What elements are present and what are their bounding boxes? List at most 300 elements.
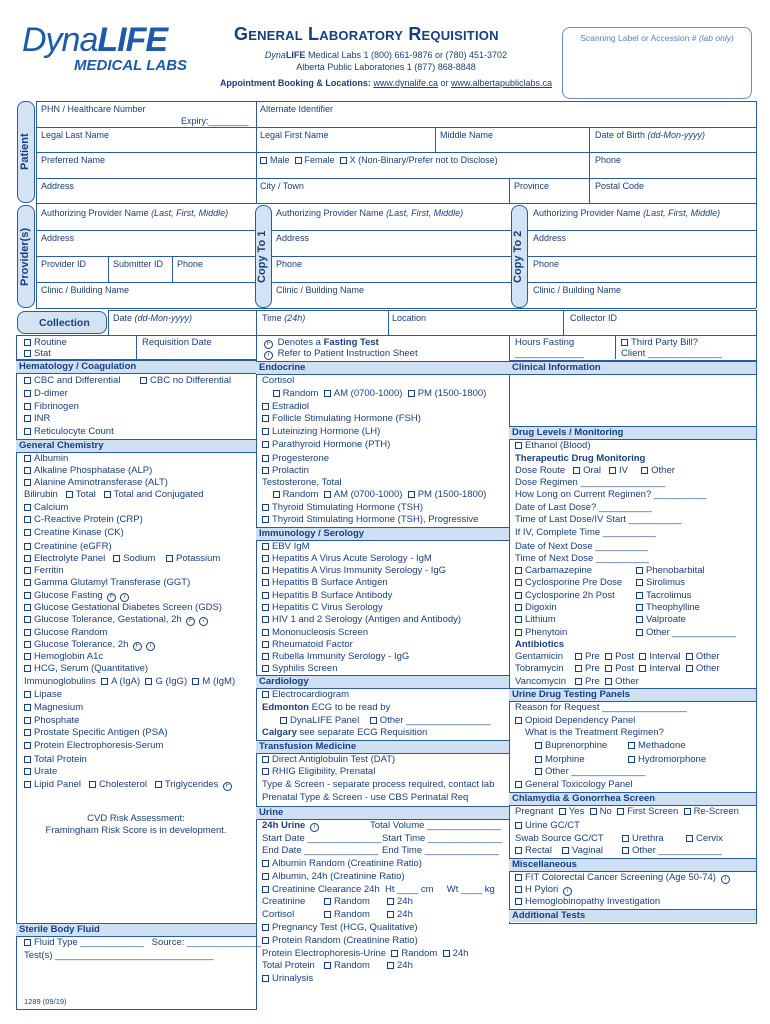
copy1-provider-label[interactable]	[276, 207, 463, 219]
checkbox[interactable]	[24, 504, 31, 511]
checkbox[interactable]	[262, 691, 269, 698]
checkbox[interactable]	[324, 911, 331, 918]
checkbox[interactable]	[262, 467, 269, 474]
checkbox[interactable]	[515, 717, 522, 724]
label: 24h	[397, 960, 413, 971]
x-checkbox[interactable]	[340, 157, 347, 164]
end-date[interactable]: End Date ______________	[262, 845, 379, 856]
checkbox[interactable]	[262, 592, 269, 599]
utp-random[interactable]	[324, 960, 370, 972]
next-dose-date[interactable]: Date of Next Dose __________	[515, 541, 649, 552]
protein-random[interactable]	[262, 935, 418, 947]
checkbox[interactable]	[636, 616, 643, 623]
lithium[interactable]	[515, 614, 556, 626]
bili-conj-checkbox[interactable]	[104, 491, 111, 498]
lh[interactable]	[262, 426, 380, 438]
rhig[interactable]	[262, 766, 375, 778]
total-protein[interactable]	[24, 754, 87, 766]
cbc-diff[interactable]	[24, 375, 120, 387]
checkbox[interactable]	[324, 898, 331, 905]
next-dose-time[interactable]: Time of Next Dose __________	[515, 553, 649, 564]
checkbox[interactable]	[515, 592, 522, 599]
gds[interactable]	[24, 602, 222, 614]
checkbox[interactable]	[387, 911, 394, 918]
provider-clinic-label[interactable]: Clinic / Building Name	[41, 285, 130, 295]
urate[interactable]	[24, 766, 57, 778]
fibrinogen[interactable]	[24, 401, 79, 413]
collection-time-label[interactable]	[262, 312, 305, 324]
copy1-clinic-label[interactable]: Clinic / Building Name	[276, 285, 365, 295]
uds-other[interactable]	[535, 766, 645, 778]
label: Hours Fasting	[515, 337, 575, 348]
checkbox[interactable]	[628, 756, 635, 763]
routine-checkbox[interactable]	[24, 339, 31, 346]
checkbox[interactable]	[515, 579, 522, 586]
gent-post-checkbox[interactable]	[605, 653, 612, 660]
checkbox[interactable]	[140, 377, 147, 384]
cbc-no-diff[interactable]	[140, 375, 231, 387]
ddimer[interactable]	[24, 388, 68, 400]
checkbox[interactable]	[262, 555, 269, 562]
tobra-pre-checkbox[interactable]	[575, 665, 582, 672]
checkbox[interactable]	[262, 886, 269, 893]
urethra[interactable]	[622, 833, 664, 845]
utp-24h[interactable]	[387, 960, 413, 972]
alp[interactable]	[24, 465, 152, 477]
checkbox[interactable]	[24, 415, 31, 422]
checkbox[interactable]	[262, 428, 269, 435]
trig-checkbox[interactable]	[155, 781, 162, 788]
drug-other[interactable]	[636, 627, 736, 639]
checkbox[interactable]	[24, 665, 31, 672]
checkbox[interactable]	[262, 873, 269, 880]
h-pylori[interactable]	[515, 884, 574, 896]
checkbox[interactable]	[24, 717, 31, 724]
sirolimus[interactable]	[636, 577, 685, 589]
stat-checkbox[interactable]	[24, 350, 31, 357]
checkbox[interactable]	[262, 629, 269, 636]
cervix[interactable]	[686, 833, 723, 845]
calcium[interactable]	[24, 502, 68, 514]
requisition-date-label[interactable]: Requisition Date	[142, 337, 212, 348]
estradiol[interactable]	[262, 401, 309, 413]
checkbox[interactable]	[24, 455, 31, 462]
checkbox[interactable]	[262, 768, 269, 775]
collector-id-label[interactable]: Collector ID	[570, 313, 618, 323]
vaginal[interactable]	[562, 845, 603, 857]
cortisol-random-checkbox[interactable]	[273, 390, 280, 397]
checkbox[interactable]	[24, 939, 31, 946]
albumin-random[interactable]	[262, 858, 422, 870]
provider-id-label[interactable]: Provider ID	[41, 259, 87, 269]
tox-panel[interactable]	[515, 779, 633, 791]
preferred-name-label[interactable]: Preferred Name	[41, 155, 106, 165]
checkbox[interactable]	[24, 653, 31, 660]
start-time[interactable]: Start Time ______________	[382, 833, 502, 844]
checkbox[interactable]	[24, 403, 31, 410]
cortisol-random[interactable]	[324, 909, 370, 921]
clinical-info-area[interactable]	[510, 375, 755, 425]
syphilis[interactable]	[262, 663, 337, 675]
copy1-phone-label[interactable]: Phone	[276, 259, 303, 269]
tsh-progressive[interactable]	[262, 514, 478, 526]
start-date[interactable]: Start Date ______________	[262, 833, 382, 844]
hcv[interactable]	[262, 602, 383, 614]
copy2-provider-label[interactable]	[533, 207, 720, 219]
checkbox[interactable]	[262, 641, 269, 648]
postal-label[interactable]: Postal Code	[595, 181, 645, 191]
egfr[interactable]	[24, 541, 112, 553]
link-apl[interactable]: www.albertapubliclabs.ca	[450, 78, 553, 88]
hiv[interactable]	[262, 614, 461, 626]
link-dynalife[interactable]: www.dynalife.ca	[373, 78, 438, 88]
chol-checkbox[interactable]	[89, 781, 96, 788]
pregnancy-test[interactable]	[262, 922, 418, 934]
gent-other-checkbox[interactable]	[686, 653, 693, 660]
methadone[interactable]	[628, 740, 686, 752]
checkbox[interactable]	[24, 704, 31, 711]
cyclosporine-pre[interactable]	[515, 577, 622, 589]
preg-yes-checkbox[interactable]	[559, 808, 566, 815]
checkbox[interactable]	[262, 756, 269, 763]
lytes[interactable]	[24, 553, 220, 565]
retic[interactable]	[24, 426, 114, 438]
checkbox[interactable]	[24, 390, 31, 397]
checkbox[interactable]	[387, 898, 394, 905]
prolactin[interactable]	[262, 465, 309, 477]
cyclosporine-2h[interactable]	[515, 590, 615, 602]
checkbox[interactable]	[622, 835, 629, 842]
checkbox[interactable]	[24, 629, 31, 636]
creat-24h[interactable]	[387, 896, 413, 908]
testo-am-checkbox[interactable]	[324, 491, 331, 498]
ecg[interactable]	[262, 689, 349, 701]
label: Calcium	[34, 502, 69, 513]
igm-checkbox[interactable]	[192, 678, 199, 685]
type-screen: Type & Screen - separate process required, contact lab	[262, 779, 495, 790]
label: Random	[334, 896, 370, 907]
a1c[interactable]	[24, 651, 103, 663]
collection-date-label[interactable]	[113, 312, 192, 324]
checkbox[interactable]	[515, 898, 522, 905]
checkbox[interactable]	[24, 756, 31, 763]
urine-gcct[interactable]	[515, 820, 580, 832]
creatinine-clearance[interactable]	[262, 884, 495, 896]
checkbox[interactable]	[262, 504, 269, 511]
ecg-other-checkbox[interactable]	[370, 717, 377, 724]
checkbox[interactable]	[262, 653, 269, 660]
checkbox[interactable]	[515, 629, 522, 636]
checkbox[interactable]	[262, 937, 269, 944]
checkbox[interactable]	[24, 616, 31, 623]
checkbox[interactable]	[636, 592, 643, 599]
checkbox[interactable]	[24, 467, 31, 474]
hav-immunity[interactable]	[262, 565, 446, 577]
spe[interactable]	[24, 740, 163, 752]
total-volume[interactable]: Total Volume ______________	[370, 820, 502, 831]
checkbox[interactable]	[515, 442, 522, 449]
checkbox[interactable]	[24, 567, 31, 574]
checkbox[interactable]	[24, 768, 31, 775]
checkbox[interactable]	[636, 629, 643, 636]
city-label[interactable]: City / Town	[260, 181, 304, 191]
fsh[interactable]	[262, 413, 421, 425]
iv-checkbox[interactable]	[609, 467, 616, 474]
checkbox[interactable]	[535, 768, 542, 775]
dob-label[interactable]	[595, 129, 705, 141]
rubella[interactable]	[262, 651, 409, 663]
reason-for-request[interactable]: Reason for Request ________________	[515, 702, 687, 713]
checkbox[interactable]	[515, 822, 522, 829]
label: Bilirubin	[24, 489, 58, 500]
checkbox[interactable]	[636, 579, 643, 586]
cortisol-am-checkbox[interactable]	[324, 390, 331, 397]
checkbox[interactable]	[262, 567, 269, 574]
patient-phone-label[interactable]: Phone	[595, 155, 622, 165]
expiry-label[interactable]: Expiry:________	[181, 116, 249, 126]
checkbox[interactable]	[387, 962, 394, 969]
mono[interactable]	[262, 627, 368, 639]
last-dose-date[interactable]: Date of Last Dose? __________	[515, 502, 652, 513]
route-other-checkbox[interactable]	[641, 467, 648, 474]
checkbox[interactable]	[515, 886, 522, 893]
checkbox[interactable]	[24, 579, 31, 586]
tobra-post-checkbox[interactable]	[605, 665, 612, 672]
tobra-interval-checkbox[interactable]	[639, 665, 646, 672]
valproate[interactable]	[636, 614, 686, 626]
checkbox[interactable]	[24, 641, 31, 648]
rectal[interactable]	[515, 845, 552, 857]
checkbox[interactable]	[262, 516, 269, 523]
albumin-24h[interactable]	[262, 871, 405, 883]
glucose-random[interactable]	[24, 627, 107, 639]
checkbox[interactable]	[621, 339, 628, 346]
inr[interactable]	[24, 413, 50, 425]
end-time[interactable]: End Time ______________	[382, 845, 499, 856]
glucose-tol[interactable]	[24, 639, 157, 651]
phn-label[interactable]: PHN / Healthcare Number	[41, 104, 146, 114]
checkbox[interactable]	[262, 604, 269, 611]
address-label[interactable]: Address	[41, 181, 75, 191]
sterile-tests[interactable]: Test(s) ______________________________	[24, 950, 214, 961]
checkbox[interactable]	[636, 604, 643, 611]
psa[interactable]	[24, 727, 168, 739]
checkbox[interactable]	[262, 455, 269, 462]
hbsab[interactable]	[262, 590, 392, 602]
digoxin[interactable]	[515, 602, 557, 614]
iv-complete-time[interactable]: If IV, Complete Time __________	[515, 527, 656, 538]
lipid-panel[interactable]	[24, 779, 234, 791]
section-chemistry: General Chemistry	[16, 439, 256, 453]
checkbox[interactable]	[622, 847, 629, 854]
creat-random[interactable]	[324, 896, 370, 908]
checkbox[interactable]	[562, 847, 569, 854]
label: Hemoglobin A1c	[34, 651, 104, 662]
checkbox[interactable]	[24, 729, 31, 736]
potassium-checkbox[interactable]	[166, 555, 173, 562]
checkbox[interactable]	[262, 543, 269, 550]
hcg-serum[interactable]	[24, 663, 148, 675]
cortisol-pm-checkbox[interactable]	[408, 390, 415, 397]
glucose-fasting[interactable]	[24, 590, 131, 602]
label: Potassium	[176, 553, 221, 564]
label: A (IgA)	[111, 676, 141, 687]
carbamazepine[interactable]	[515, 565, 592, 577]
ethanol[interactable]	[515, 440, 590, 452]
fasting-icon: F	[186, 617, 195, 626]
checkbox[interactable]	[262, 665, 269, 672]
ebv[interactable]	[262, 541, 310, 553]
dose-regimen[interactable]: Dose Regimen ________________	[515, 477, 666, 488]
gent-pre-checkbox[interactable]	[575, 653, 582, 660]
igg-checkbox[interactable]	[145, 678, 152, 685]
dat[interactable]	[262, 754, 395, 766]
ggt[interactable]	[24, 577, 190, 589]
label: Hepatitis B Surface Antigen	[272, 577, 388, 588]
checkbox[interactable]	[262, 975, 269, 982]
testo-pm-checkbox[interactable]	[408, 491, 415, 498]
tobra-other-checkbox[interactable]	[686, 665, 693, 672]
copy2-phone-label[interactable]: Phone	[533, 259, 560, 269]
checkbox[interactable]	[535, 742, 542, 749]
first-name-label[interactable]: Legal First Name	[260, 130, 329, 140]
checkbox[interactable]	[686, 835, 693, 842]
re-screen-checkbox[interactable]	[684, 808, 691, 815]
checkbox[interactable]	[24, 592, 31, 599]
iga-checkbox[interactable]	[101, 678, 108, 685]
rf[interactable]	[262, 639, 353, 651]
checkbox[interactable]	[24, 543, 31, 550]
hav-acute[interactable]	[262, 553, 432, 565]
checkbox[interactable]	[24, 604, 31, 611]
provider-address-label[interactable]: Address	[41, 233, 75, 243]
hours-fasting-line[interactable]: _____________	[515, 348, 584, 359]
copy2-provider-format: (Last, First, Middle)	[643, 208, 721, 218]
tacrolimus[interactable]	[636, 590, 691, 602]
provider-phone-label[interactable]: Phone	[177, 259, 204, 269]
dyna-panel-checkbox[interactable]	[280, 717, 287, 724]
province-label[interactable]: Province	[514, 181, 550, 191]
checkbox[interactable]	[262, 616, 269, 623]
client[interactable]: Client ______________	[621, 348, 722, 359]
checkbox[interactable]	[24, 377, 31, 384]
checkbox[interactable]	[24, 529, 31, 536]
copy1-address-label[interactable]: Address	[276, 233, 310, 243]
copy2-address-label[interactable]: Address	[533, 233, 567, 243]
phenytoin[interactable]	[515, 627, 567, 639]
last-dose-time[interactable]: Time of Last Dose/IV Start __________	[515, 514, 682, 525]
first-screen-checkbox[interactable]	[617, 808, 624, 815]
upe-random-checkbox[interactable]	[391, 950, 398, 957]
pth[interactable]	[262, 439, 390, 451]
middle-name-label[interactable]: Middle Name	[440, 130, 494, 140]
fluid-type[interactable]	[24, 937, 261, 949]
ferritin[interactable]	[24, 565, 64, 577]
female-checkbox[interactable]	[295, 157, 302, 164]
checkbox[interactable]	[24, 516, 31, 523]
checkbox[interactable]	[262, 403, 269, 410]
progesterone[interactable]	[262, 453, 329, 465]
lipase[interactable]	[24, 689, 62, 701]
checkbox[interactable]	[636, 567, 643, 574]
checkbox[interactable]	[262, 415, 269, 422]
alt-id-label[interactable]: Alternate Identifier	[260, 104, 334, 114]
ck[interactable]	[24, 527, 124, 539]
preg-no-checkbox[interactable]	[590, 808, 597, 815]
auth-provider-label[interactable]	[41, 207, 228, 219]
checkbox[interactable]	[24, 479, 31, 486]
checkbox[interactable]	[515, 567, 522, 574]
magnesium[interactable]	[24, 702, 83, 714]
checkbox[interactable]	[324, 962, 331, 969]
testo-random-checkbox[interactable]	[273, 491, 280, 498]
checkbox[interactable]	[24, 555, 31, 562]
urinalysis[interactable]	[262, 973, 313, 985]
hydromorphone[interactable]	[628, 754, 706, 766]
gc-other[interactable]	[622, 845, 722, 857]
hbsag[interactable]	[262, 577, 388, 589]
checkbox[interactable]	[515, 874, 522, 881]
checkbox[interactable]	[262, 441, 269, 448]
theophylline[interactable]	[636, 602, 700, 614]
current-regimen[interactable]: How Long on Current Regimen? __________	[515, 489, 707, 500]
gent-interval-checkbox[interactable]	[639, 653, 646, 660]
bili-total-checkbox[interactable]	[66, 491, 73, 498]
checkbox[interactable]	[515, 616, 522, 623]
checkbox[interactable]	[515, 847, 522, 854]
albumin[interactable]	[24, 453, 68, 465]
collection-location-label[interactable]: Location	[392, 313, 427, 323]
checkbox[interactable]	[515, 781, 522, 788]
upe-24h-checkbox[interactable]	[443, 950, 450, 957]
submitter-id-label[interactable]: Submitter ID	[113, 259, 164, 269]
vanco-pre-checkbox[interactable]	[575, 678, 582, 685]
checkbox[interactable]	[24, 691, 31, 698]
checkbox[interactable]	[262, 579, 269, 586]
tsh[interactable]	[262, 502, 423, 514]
alt[interactable]	[24, 477, 168, 489]
label: Glucose Fasting	[34, 590, 103, 601]
fit-screening[interactable]	[515, 872, 732, 884]
morphine[interactable]	[535, 754, 585, 766]
hemoglobinopathy[interactable]	[515, 896, 660, 908]
checkbox[interactable]	[262, 860, 269, 867]
opioid-panel[interactable]	[515, 715, 635, 727]
last-name-label[interactable]: Legal Last Name	[41, 130, 110, 140]
oral-checkbox[interactable]	[573, 467, 580, 474]
checkbox[interactable]	[628, 742, 635, 749]
label: No	[599, 806, 612, 817]
copy2-clinic-label[interactable]: Clinic / Building Name	[533, 285, 622, 295]
buprenorphine[interactable]	[535, 740, 607, 752]
male-checkbox[interactable]	[260, 157, 267, 164]
stat-option[interactable]	[24, 348, 51, 360]
cortisol-24h[interactable]	[387, 909, 413, 921]
phosphate[interactable]	[24, 715, 79, 727]
sodium-checkbox[interactable]	[113, 555, 120, 562]
vanco-other-checkbox[interactable]	[605, 678, 612, 685]
checkbox[interactable]	[515, 604, 522, 611]
checkbox[interactable]	[535, 756, 542, 763]
section-additional: Additional Tests	[509, 909, 756, 922]
checkbox[interactable]	[24, 781, 31, 788]
crp[interactable]	[24, 514, 143, 526]
checkbox[interactable]	[24, 742, 31, 749]
glucose-tol-gest[interactable]	[24, 614, 210, 626]
checkbox[interactable]	[262, 924, 269, 931]
phenobarbital[interactable]	[636, 565, 705, 577]
checkbox[interactable]	[24, 428, 31, 435]
